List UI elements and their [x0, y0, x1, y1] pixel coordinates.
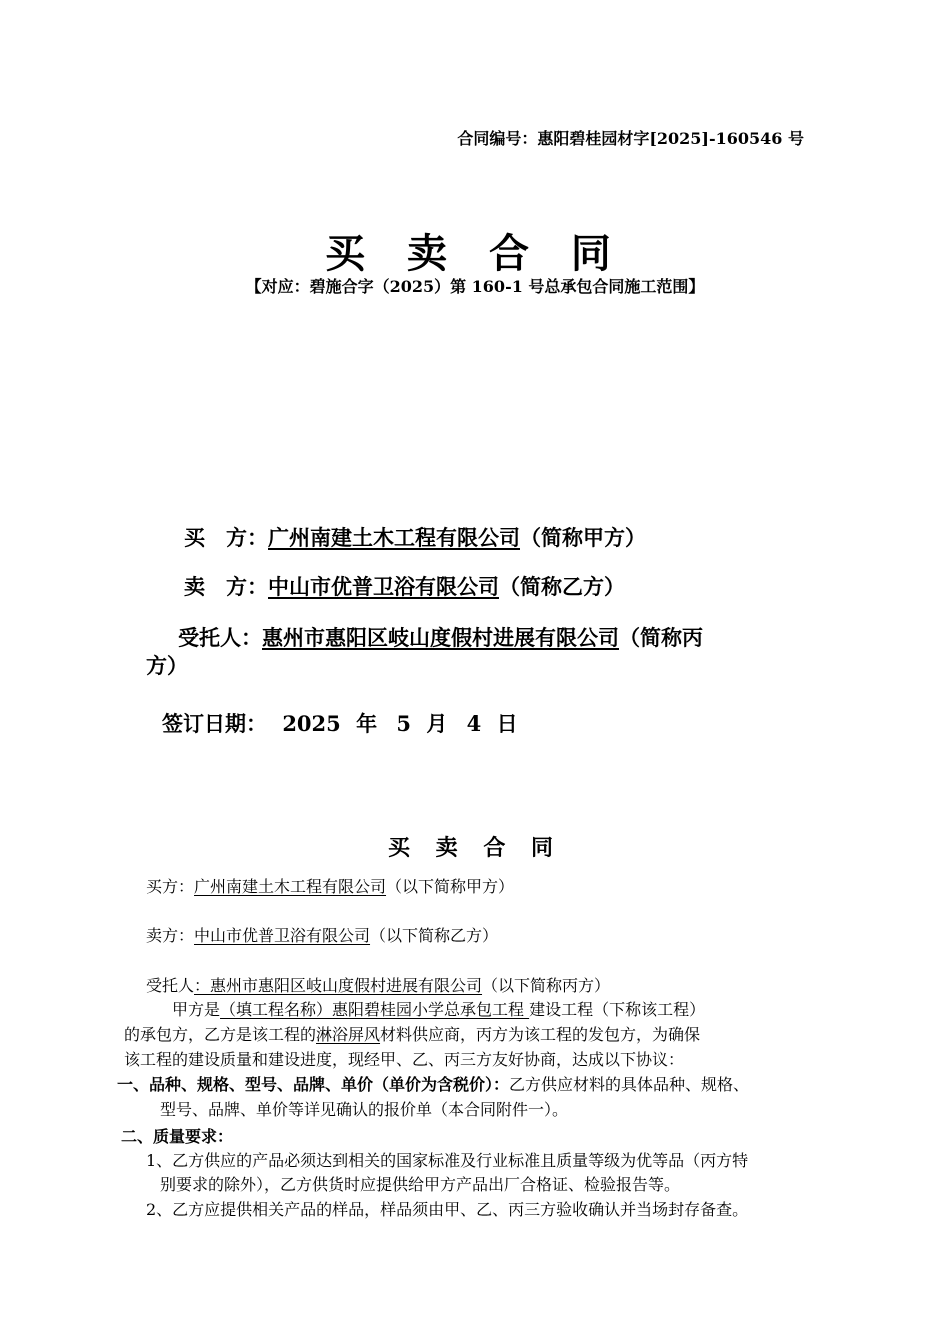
p1-line2-a: 的承包方，乙方是该工程的: [124, 1025, 317, 1044]
body-seller-row: [146, 923, 498, 946]
cover-agent-suffix: （简称丙: [619, 625, 703, 650]
section-2-item-1-line-1: 1、乙方供应的产品必须达到相关的国家标准及行业标准且质量等级为优等品（丙方特: [146, 1151, 749, 1170]
cover-agent-row: [178, 622, 703, 652]
body-agent-row: [146, 973, 610, 996]
body-agent-name: ：惠州市惠阳区岐山度假村进展有限公司: [194, 976, 483, 995]
sign-month: 5: [396, 711, 412, 736]
section-1-line-1: [117, 1072, 749, 1095]
body-buyer-label: 买方：: [146, 877, 195, 896]
sign-year-unit: 年: [356, 711, 378, 736]
cover-buyer-suffix: （简称甲方）: [520, 525, 646, 550]
body-seller-suffix: （以下简称乙方）: [370, 926, 499, 945]
reference-line: 【对应：碧施合字（2025）第 160-1 号总承包合同施工范围】: [245, 277, 705, 296]
cover-agent-label: 受托人：: [178, 625, 262, 650]
sign-date-row: [162, 708, 518, 738]
section-2-item-2: 2、乙方应提供相关产品的样品，样品须由甲、乙、丙三方验收确认并当场封存备查。: [146, 1200, 749, 1219]
cover-seller-suffix: （简称乙方）: [499, 574, 625, 599]
body-seller-name: 中山市优普卫浴有限公司: [194, 926, 371, 945]
cover-seller-row: [184, 571, 625, 601]
sign-year: 2025: [282, 711, 341, 736]
cover-seller-label: 卖 方：: [184, 574, 268, 599]
body-buyer-name: 广州南建土木工程有限公司: [194, 877, 387, 896]
body-title: 买 卖 合 同: [388, 835, 562, 861]
section-2-heading: 二、质量要求：: [121, 1127, 234, 1146]
cover-agent-suffix-wrap: 方）: [146, 653, 188, 678]
cover-agent-name: 惠州市惠阳区岐山度假村进展有限公司: [262, 625, 619, 650]
cover-seller-name: 中山市优普卫浴有限公司: [268, 574, 499, 599]
contract-number: 合同编号：惠阳碧桂园材字[2025]-160546 号: [457, 129, 804, 148]
document-title: 买 卖 合 同: [325, 230, 625, 277]
body-buyer-row: [146, 874, 514, 897]
section-1-text: 乙方供应材料的具体品种、规格、: [509, 1075, 750, 1094]
p1-prefix: 甲方是: [172, 1000, 221, 1019]
sign-date-label: 签订日期：: [162, 711, 267, 736]
section-1-line-2: 型号、品牌、单价等详见确认的报价单（本合同附件一）。: [160, 1100, 569, 1119]
p1-line2-b: 材料供应商，丙方为该工程的发包方，为确保: [380, 1025, 701, 1044]
sign-day: 4: [466, 711, 482, 736]
p1-material: 淋浴屏风: [316, 1025, 381, 1044]
cover-buyer-label: 买 方：: [184, 525, 268, 550]
section-1-heading: 一、品种、规格、型号、品牌、单价（单价为含税价）：: [117, 1075, 510, 1094]
paragraph-1-line-2: [124, 1022, 700, 1045]
body-seller-label: 卖方：: [146, 926, 195, 945]
section-2-item-1-line-2: 别要求的除外），乙方供货时应提供给甲方产品出厂合格证、检验报告等。: [160, 1175, 681, 1194]
cover-buyer-name: 广州南建土木工程有限公司: [268, 525, 520, 550]
p1-rest: 建设工程（下称该工程）: [529, 1000, 706, 1019]
cover-buyer-row: [184, 522, 646, 552]
body-agent-label: 受托人: [146, 976, 195, 995]
p1-project-name: （填工程名称）惠阳碧桂园小学总承包工程: [220, 1000, 530, 1019]
paragraph-1-line-1: [172, 997, 705, 1020]
body-agent-suffix: （以下简称丙方）: [482, 976, 611, 995]
sign-day-unit: 日: [496, 711, 518, 736]
paragraph-1-line-3: 该工程的建设质量和建设进度，现经甲、乙、丙三方友好协商，达成以下协议：: [124, 1050, 685, 1069]
sign-month-unit: 月: [426, 711, 448, 736]
body-buyer-suffix: （以下简称甲方）: [386, 877, 515, 896]
